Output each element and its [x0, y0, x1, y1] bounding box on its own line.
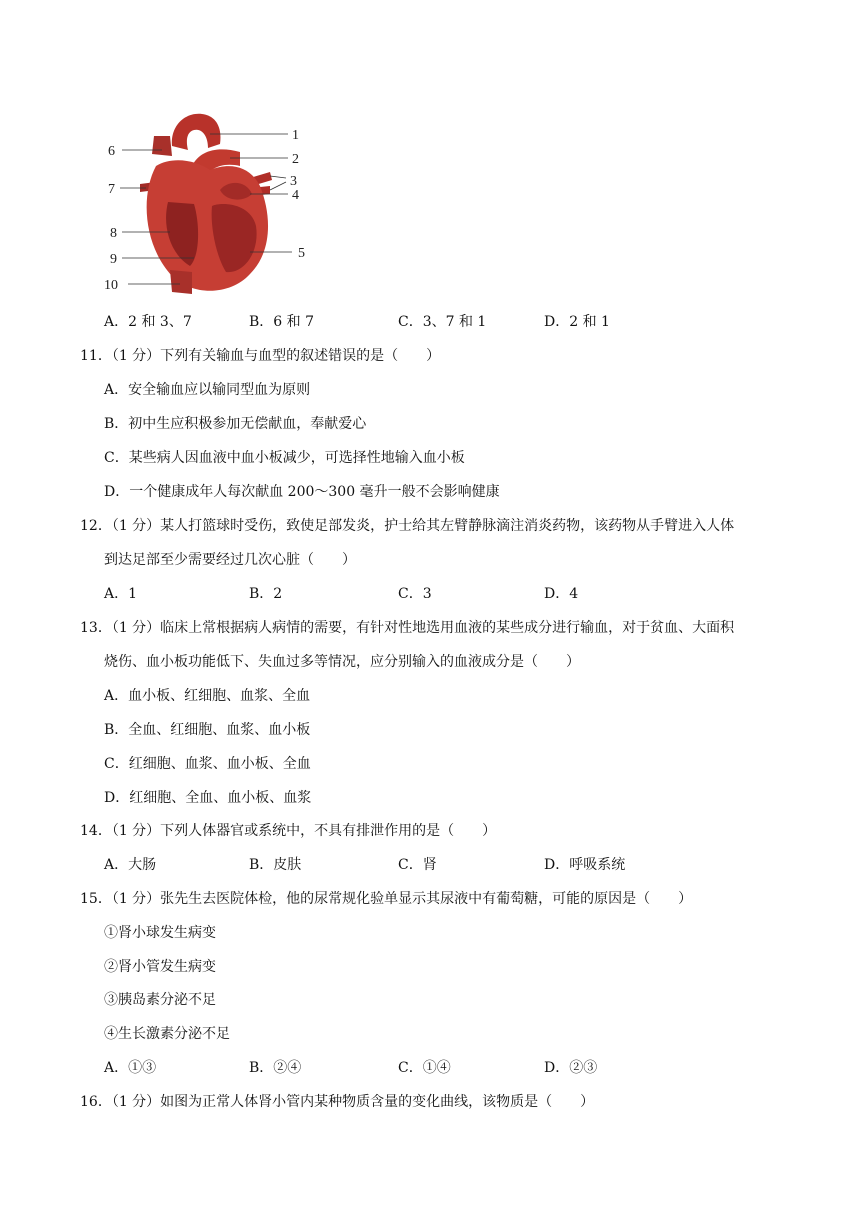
figure-label-10: 10 — [104, 278, 118, 293]
figure-label-9: 9 — [110, 252, 117, 267]
q10-option-b: B．6 和 7 — [249, 314, 315, 330]
q13-option-c: C．红细胞、血浆、血小板、全血 — [104, 756, 311, 772]
q10-option-c: C．3、7 和 1 — [398, 314, 487, 330]
q14-stem: 14．（1 分）下列人体器官或系统中，不具有排泄作用的是（ ） — [80, 823, 497, 839]
figure-label-3: 3 — [290, 174, 297, 189]
q15-item-1: ①肾小球发生病变 — [104, 925, 216, 941]
q12-option-c: C．3 — [398, 586, 432, 602]
q11-option-a: A．安全输血应以输同型血为原则 — [104, 382, 311, 398]
q14-option-d: D．呼吸系统 — [544, 857, 626, 873]
figure-label-4: 4 — [292, 188, 299, 203]
q14-option-a: A．大肠 — [104, 857, 157, 873]
q15-option-d: D．②③ — [544, 1060, 598, 1076]
q15-option-c: C．①④ — [398, 1060, 451, 1076]
q11-stem: 11．（1 分）下列有关输血与血型的叙述错误的是（ ） — [80, 348, 441, 364]
q13-option-a: A．血小板、红细胞、血浆、全血 — [104, 688, 311, 704]
figure-label-2: 2 — [292, 152, 299, 167]
q15-item-2: ②肾小管发生病变 — [104, 959, 216, 975]
q15-option-a: A．①③ — [104, 1060, 157, 1076]
q15-option-b: B．②④ — [249, 1060, 302, 1076]
q15-stem: 15．（1 分）张先生去医院体检，他的尿常规化验单显示其尿液中有葡萄糖，可能的原因是（ ） — [80, 891, 693, 907]
q12-stem-line2: 到达足部至少需要经过几次心脏（ ） — [104, 552, 356, 568]
q11-option-c: C．某些病人因血液中血小板减少，可选择性地输入血小板 — [104, 450, 465, 466]
figure-label-7: 7 — [108, 182, 115, 197]
figure-label-5: 5 — [298, 246, 305, 261]
q11-option-d: D．一个健康成年人每次献血 200～300 毫升一般不会影响健康 — [104, 484, 500, 500]
q11-option-b: B．初中生应积极参加无偿献血，奉献爱心 — [104, 416, 367, 432]
figure-label-6: 6 — [108, 144, 115, 159]
q10-option-d: D．2 和 1 — [544, 314, 610, 330]
q10-option-a: A．2 和 3、7 — [104, 314, 192, 330]
q13-option-d: D．红细胞、全血、血小板、血浆 — [104, 790, 312, 806]
figure-label-1: 1 — [292, 128, 299, 143]
q13-stem-line1: 13．（1 分）临床上常根据病人病情的需要，有针对性地选用血液的某些成分进行输血，对于贫血、大面积 — [80, 620, 735, 636]
q12-option-b: B．2 — [249, 586, 283, 602]
heart-diagram — [100, 106, 330, 302]
figure-label-8: 8 — [110, 226, 117, 241]
q15-item-4: ④生长激素分泌不足 — [104, 1026, 230, 1042]
q16-stem: 16．（1 分）如图为正常人体肾小管内某种物质含量的变化曲线，该物质是（ ） — [80, 1094, 595, 1110]
q13-option-b: B．全血、红细胞、血浆、血小板 — [104, 722, 311, 738]
q12-option-d: D．4 — [544, 586, 579, 602]
q15-item-3: ③胰岛素分泌不足 — [104, 992, 216, 1008]
q12-stem-line1: 12．（1 分）某人打篮球时受伤，致使足部发炎，护士给其左臂静脉滴注消炎药物，该药物从手臂进入人体 — [80, 518, 735, 534]
q13-stem-line2: 烧伤、血小板功能低下、失血过多等情况，应分别输入的血液成分是（ ） — [104, 654, 580, 670]
q12-option-a: A．1 — [104, 586, 138, 602]
q14-option-c: C．肾 — [398, 857, 437, 873]
q14-option-b: B．皮肤 — [249, 857, 302, 873]
